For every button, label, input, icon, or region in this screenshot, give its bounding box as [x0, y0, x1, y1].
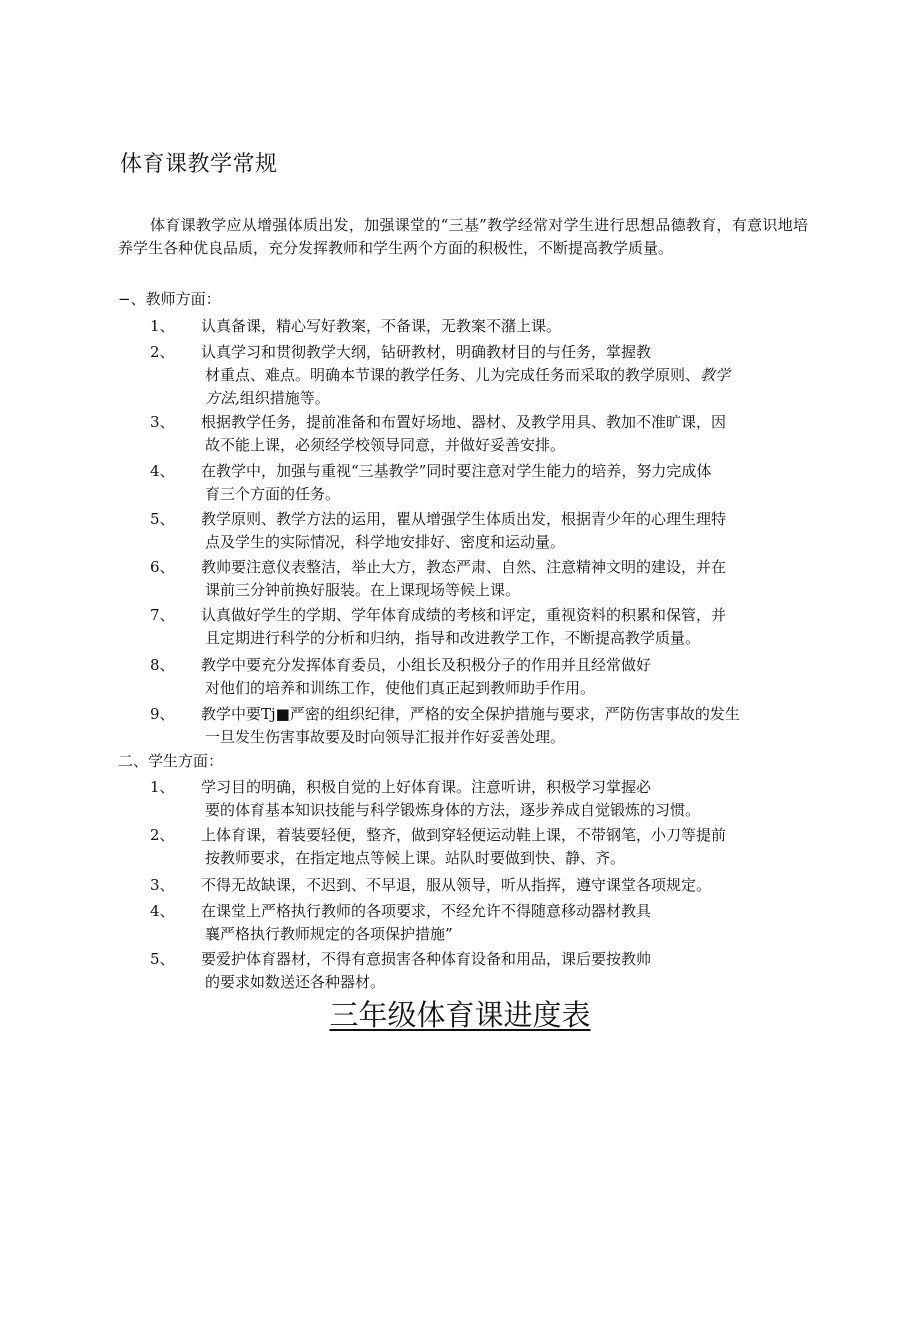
item-text-continued: 且定期进行科学的分析和归纳，指导和改进教学工作，不断提高教学质量。 — [205, 629, 701, 647]
item-number: 3、 — [150, 413, 175, 431]
teacher-item-4 — [148, 460, 808, 506]
item-text: 认真做好学生的学期、学年体育成绩的考核和评定，重视资料的积累和保管，并 — [201, 606, 727, 624]
item-text-continued: 按教师要求，在指定地点等候上课。站队时要做到快、静、齐。 — [205, 849, 626, 867]
item-number: 9、 — [150, 705, 175, 723]
item-text: 教学中要充分发挥体育委员，小组长及积极分子的作用并且经常做好 — [201, 656, 652, 674]
intro-paragraph: 体育课教学应从增强体质出发，加强课堂的“三基”教学经常对学生进行思想品德教育，有意识地培养学生各种优良品质，充分发挥教师和学生两个方面的积极性，不断提高教学质量。 — [118, 216, 808, 257]
item-number: 5、 — [150, 950, 175, 968]
item-number: 5、 — [150, 510, 175, 528]
teacher-item-3 — [148, 411, 808, 457]
item-text: 教学中要Tj■严密的组织纪律，严格的安全保护措施与要求，严防伤害事故的发生 — [201, 705, 740, 723]
item-number: 6、 — [150, 558, 175, 576]
teacher-section-heading: −、教师方面： — [118, 290, 221, 308]
item-text: 要爱护体育器材，不得有意损害各种体育设备和用品，课后要按教帅 — [201, 950, 652, 968]
item-text-continued: 的要求如数送还各种器材。 — [205, 973, 386, 991]
teacher-item-6 — [148, 556, 808, 602]
item-text-continued: 一旦发生伤害事故要及时向领导汇报并作好妥善处理。 — [205, 728, 566, 746]
item-number: 2、 — [150, 826, 175, 844]
item-text-continued: 点及学生的实际情况，科学地安排好、密度和运动量。 — [205, 533, 566, 551]
student-item-5 — [148, 948, 808, 994]
item-number: 1、 — [150, 778, 175, 796]
student-item-1 — [148, 776, 808, 822]
item-number: 7、 — [150, 606, 175, 624]
item-text-continued: 课前三分钟前换好服装。在上课现场等候上课。 — [205, 581, 521, 599]
item-number: 1、 — [150, 317, 175, 335]
item-text: 根据教学任务，提前准备和布置好场地、器材、及教学用具、教加不准旷课，因 — [201, 413, 727, 431]
item-number: 4、 — [150, 462, 175, 480]
item-text: 在教学中，加强与重视“三基教学”同时要注意对学生能力的培养，努力完成体 — [201, 462, 712, 480]
student-section-heading: 二、学生方面： — [118, 752, 224, 770]
item-text-continued: 要的体育基本知识技能与科学锻炼身体的方法，逐步养成自觉锻炼的习惯。 — [205, 801, 701, 819]
student-item-4 — [148, 900, 808, 946]
item-text-italic: 教学 — [700, 366, 731, 384]
item-number: 4、 — [150, 902, 175, 920]
student-item-3 — [148, 874, 808, 897]
teacher-item-9 — [148, 703, 808, 749]
item-text: 在课堂上严格执行教师的各项要求，不经允许不得随意移动器材教具 — [201, 902, 652, 920]
item-text: 教帅要注意仪表整洁，举止大方，教态严肃、自然、注意精神文明的建设，并在 — [201, 558, 727, 576]
item-text: 认真备课，精心写好教案，不备课，无教案不潴上课。 — [201, 317, 562, 335]
teacher-item-7 — [148, 604, 808, 650]
item-text: 学习目的明确，积极自觉的上好体育课。注意听讲，积极学习掌握必 — [201, 778, 652, 796]
teacher-item-2 — [148, 341, 808, 410]
item-text: 上体育课，着装要轻便，整齐，做到穿轻便运动鞋上课，不带钢笔，小刀等提前 — [201, 826, 727, 844]
document-title: 体育课教学常规 — [120, 152, 278, 177]
teacher-item-8 — [148, 654, 808, 700]
item-text: 不得无故缺课，不迟到、不早退，服从领导，听从指挥，遵守课堂各项规定。 — [201, 876, 712, 894]
item-text-continued: 襄严格执行教师规定的各项保护措施” — [205, 925, 453, 943]
item-text: 教学原则、教学方法的运用，瞿从增强学生体质出发，根据青少年的心理生理特 — [201, 510, 727, 528]
teacher-item-1 — [148, 315, 808, 338]
item-number: 8、 — [150, 656, 175, 674]
item-text-continued: 对他们的培养和训练工作，使他们真正起到教师助手作用。 — [205, 679, 596, 697]
item-text-continued: 故不能上课，必须经学校领导同意，并做好妥善安排。 — [205, 436, 566, 454]
item-text-continued: 育三个方面的任务。 — [205, 485, 341, 503]
teacher-item-5 — [148, 508, 808, 554]
schedule-title: 三年级体育课进度表 — [329, 998, 591, 1032]
item-text-italic: 方法, — [205, 389, 240, 407]
item-text-continued: 材重点、难点。明确本节课的教学任务、儿为完成任务而采取的教学原则、 — [205, 366, 701, 384]
item-text-continued: 组织措施等。 — [239, 389, 330, 407]
item-number: 3、 — [150, 876, 175, 894]
item-number: 2、 — [150, 343, 175, 361]
item-text: 认真学习和贯彻教学大纲，钻研教材，明确教材目的与任务，掌握教 — [201, 343, 652, 361]
student-item-2 — [148, 824, 808, 870]
